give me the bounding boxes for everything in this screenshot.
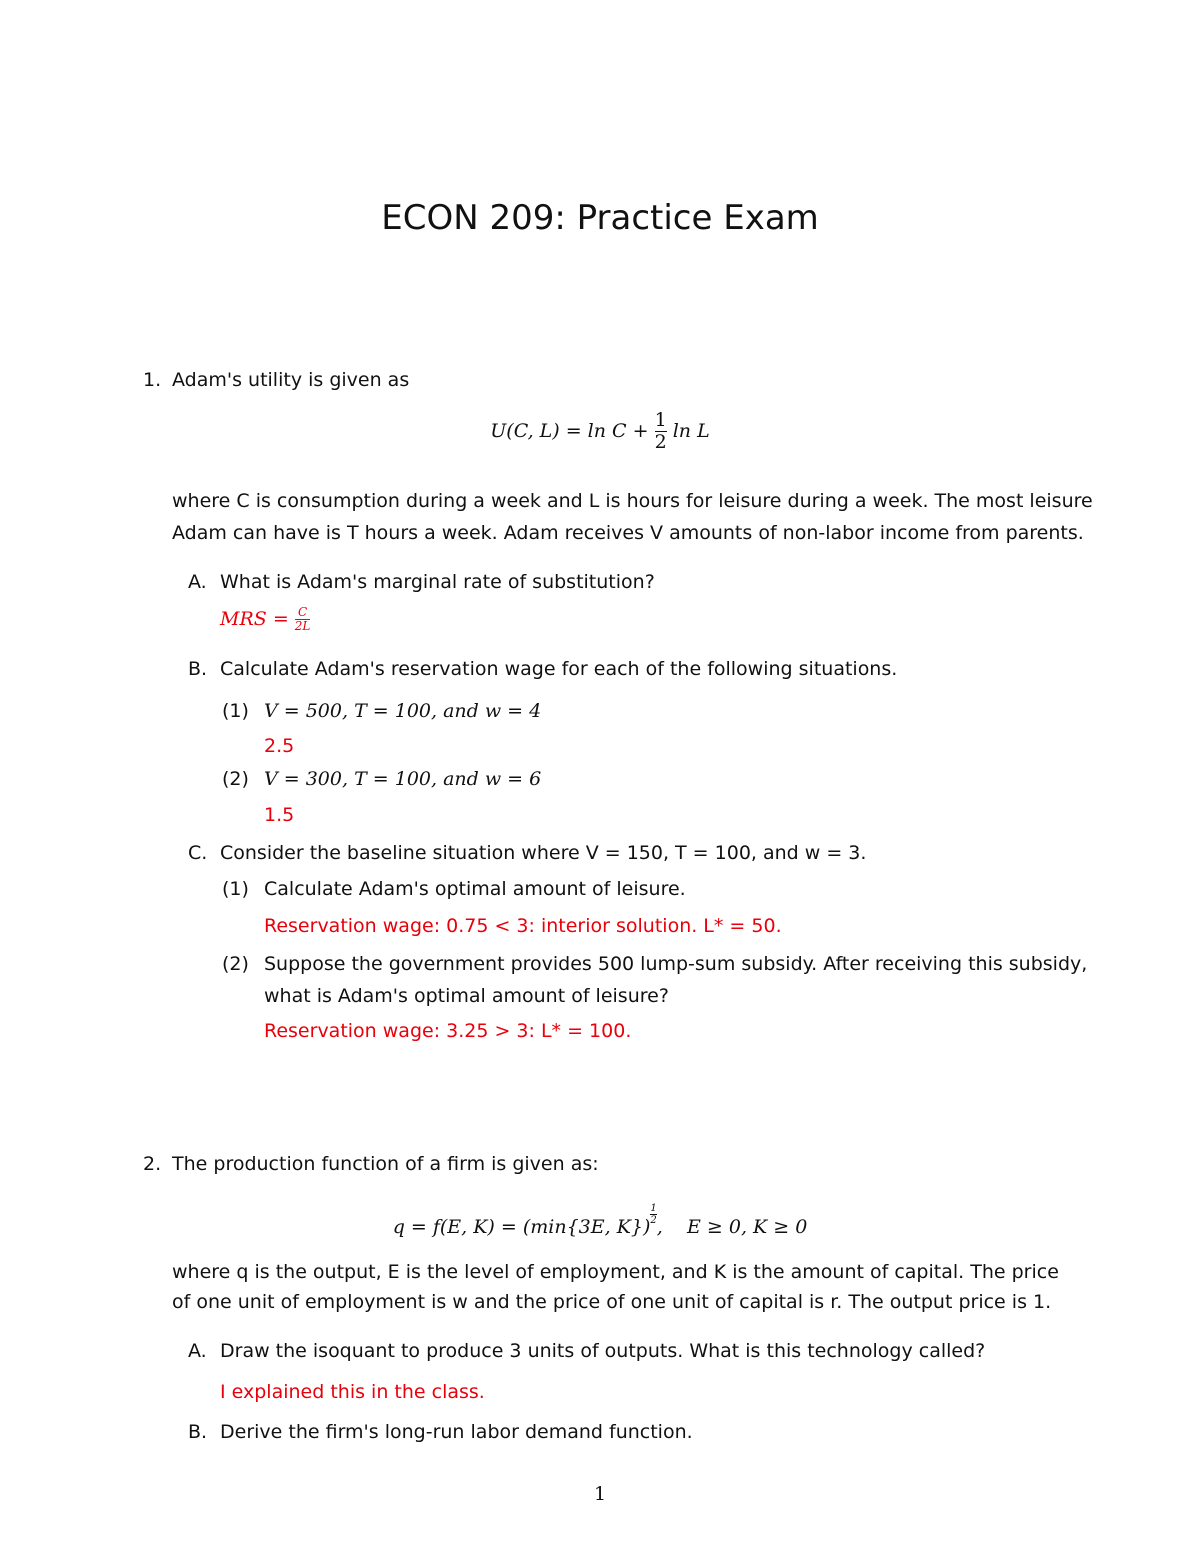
question-2-desc-line1: where q is the output, E is the level of employment, and K is the amount of capital. The price: [172, 1261, 1059, 1283]
production-rhs: , E ≥ 0, K ≥ 0: [656, 1216, 808, 1238]
production-lhs: q = f(E, K) = (min{3E, K}): [392, 1216, 651, 1238]
q1-c1-text: Calculate Adam's optimal amount of leisure.: [264, 878, 686, 900]
q1-part-b-label: B.: [188, 658, 208, 680]
page-title: ECON 209: Practice Exam: [381, 198, 819, 238]
mrs-lhs: MRS =: [220, 608, 289, 631]
q1-b1-answer: 2.5: [264, 735, 295, 757]
q2-part-a-answer: I explained this in the class.: [220, 1381, 485, 1403]
utility-equation: [0, 410, 1200, 453]
q1-c1-label: (1): [222, 878, 249, 900]
q1-c2-text-line1: Suppose the government provides 500 lump-sum subsidy. After receiving this subsidy,: [264, 953, 1088, 975]
production-exp-num: 1: [650, 1203, 657, 1214]
q1-c1-answer: Reservation wage: 0.75 < 3: interior solution. L* = 50.: [264, 915, 782, 937]
q1-part-c-text: Consider the baseline situation where V = 150, T = 100, and w = 3.: [220, 842, 867, 864]
utility-fraction: [655, 410, 667, 453]
mrs-den: 2L: [294, 619, 311, 634]
question-1-desc-line1: where C is consumption during a week and L is hours for leisure during a week. The most leisure: [172, 490, 1093, 512]
question-1-desc-line2: Adam can have is T hours a week. Adam receives V amounts of non-labor income from parents.: [172, 522, 1084, 544]
question-2-number: 2.: [143, 1153, 162, 1175]
q1-part-a-label: A.: [188, 571, 207, 593]
q1-c2-text-line2: what is Adam's optimal amount of leisure?: [264, 985, 669, 1007]
q1-part-b-text: Calculate Adam's reservation wage for each of the following situations.: [220, 658, 898, 680]
question-1-number: 1.: [143, 369, 162, 391]
q1-c2-label: (2): [222, 953, 249, 975]
question-2-desc-line2: of one unit of employment is w and the price of one unit of capital is r. The output price is 1.: [172, 1291, 1052, 1313]
q1-part-a-text: What is Adam's marginal rate of substitution?: [220, 571, 655, 593]
q1-part-a-answer: [220, 606, 310, 633]
q2-part-a-text: Draw the isoquant to produce 3 units of outputs. What is this technology called?: [220, 1340, 986, 1362]
mrs-fraction: [295, 606, 311, 633]
q1-part-c-label: C.: [188, 842, 208, 864]
utility-frac-den: 2: [654, 430, 667, 453]
q2-part-b-text: Derive the firm's long-run labor demand function.: [220, 1421, 693, 1443]
q1-b2-answer: 1.5: [264, 804, 295, 826]
q1-b1-label: (1): [222, 700, 249, 722]
page-number: 1: [593, 1483, 607, 1505]
q1-c2-answer: Reservation wage: 3.25 > 3: L* = 100.: [264, 1020, 632, 1042]
utility-rhs: ln L: [672, 419, 710, 442]
question-1-intro: Adam's utility is given as: [172, 369, 410, 391]
mrs-num: C: [298, 605, 308, 619]
q1-b1-text: V = 500, T = 100, and w = 4: [264, 700, 542, 722]
production-equation: [0, 1203, 1200, 1238]
q1-b2-label: (2): [222, 768, 249, 790]
question-2-intro: The production function of a firm is given as:: [172, 1153, 599, 1175]
production-exp-den: 2: [650, 1215, 657, 1226]
utility-lhs: U(C, L) = ln C +: [490, 419, 649, 442]
q2-part-b-label: B.: [188, 1421, 208, 1443]
q1-b2-text: V = 300, T = 100, and w = 6: [264, 768, 542, 790]
utility-frac-num: 1: [654, 409, 667, 431]
q2-part-a-label: A.: [188, 1340, 207, 1362]
